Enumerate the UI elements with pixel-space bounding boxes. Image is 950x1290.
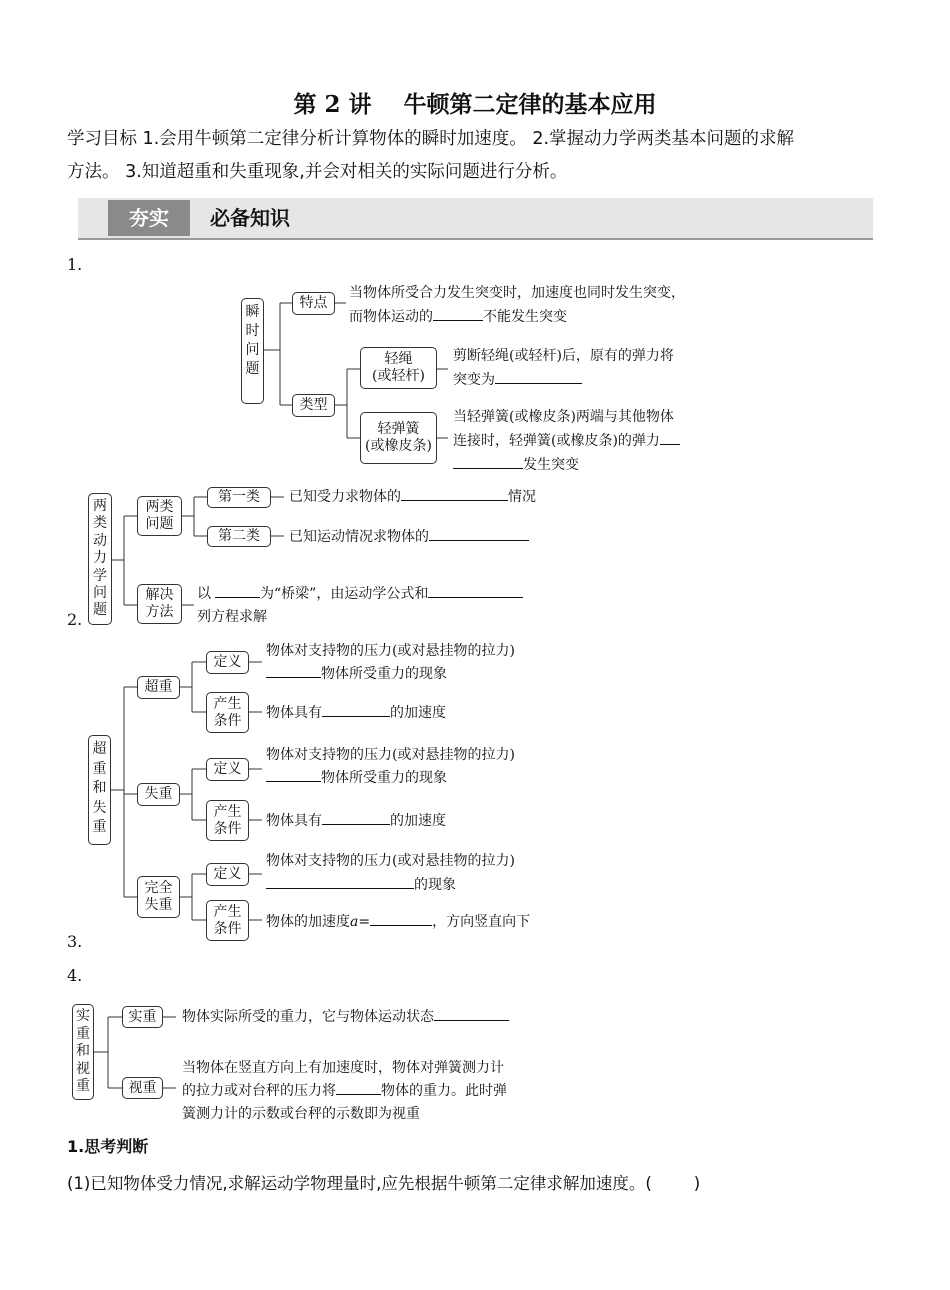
feature-text-2: 而物体运动的 不能发生突变	[349, 305, 567, 329]
first-type-text: 已知受力求物体的 情况	[289, 485, 536, 509]
spring-text-2: 连接时，轻弹簧(或橡皮条)的弹力	[453, 429, 680, 453]
node-type: 类型	[292, 394, 335, 417]
over-def-text-1: 物体对支持物的压力(或对悬挂物的拉力)	[266, 643, 515, 659]
spring-text-3: 发生突变	[453, 453, 579, 477]
feature-text-1: 当物体所受合力发生突变时，加速度也同时发生突变，	[349, 285, 685, 301]
under-def-text-1: 物体对支持物的压力(或对悬挂物的拉力)	[266, 747, 515, 763]
node-light-spring: 轻弹簧 (或橡皮条)	[360, 412, 437, 464]
node-instant-problem: 瞬 时 问 题	[241, 298, 264, 404]
method-text-1: 以 为“桥梁”，由运动学公式和	[197, 582, 523, 606]
node-full-condition: 产生 条件	[206, 900, 249, 941]
goal-line-1: 学习目标 1.会用牛顿第二定律分析计算物体的瞬时加速度。 2.掌握动力学两类基本问题的求解	[67, 129, 795, 149]
banner-tab: 夯实	[108, 200, 190, 236]
node-under-condition: 产生 条件	[206, 800, 249, 841]
second-type-text: 已知运动情况求物体的	[289, 525, 529, 549]
section-number-2: 2.	[67, 610, 83, 629]
node-full-weightless: 完全 失重	[137, 876, 180, 918]
node-real-weight: 实重	[122, 1006, 163, 1028]
over-def-text-2: 物体所受重力的现象	[266, 662, 447, 686]
node-overweight-weightless: 超 重 和 失 重	[88, 735, 111, 845]
node-two-types: 两类 问题	[137, 496, 182, 536]
apparent-text-2: 的拉力或对台秤的压力将 物体的重力。此时弹	[182, 1079, 507, 1103]
node-apparent-weight: 视重	[122, 1077, 163, 1099]
rope-text-2: 突变为	[453, 368, 582, 392]
real-weight-text: 物体实际所受的重力，它与物体运动状态	[182, 1005, 509, 1029]
node-underweight: 失重	[137, 783, 180, 806]
under-cond-text: 物体具有 的加速度	[266, 809, 446, 833]
apparent-text-3: 簧测力计的示数或台秤的示数即为视重	[182, 1106, 420, 1122]
node-real-apparent-weight: 实 重 和 视 重	[72, 1004, 94, 1100]
node-second-type: 第二类	[207, 526, 271, 547]
node-two-dynamics-problems: 两 类 动 力 学 问 题	[88, 493, 112, 625]
node-method: 解决 方法	[137, 584, 182, 624]
node-light-rope: 轻绳 (或轻杆)	[360, 347, 437, 389]
node-feature: 特点	[292, 292, 335, 315]
node-over-definition: 定义	[206, 651, 249, 674]
rope-text-1: 剪断轻绳(或轻杆)后，原有的弹力将	[453, 348, 674, 364]
apparent-text-1: 当物体在竖直方向上有加速度时，物体对弹簧测力计	[182, 1060, 504, 1076]
goal-line-2: 方法。 3.知道超重和失重现象,并会对相关的实际问题进行分析。	[67, 162, 568, 182]
node-overweight: 超重	[137, 676, 180, 699]
page-title: 第 2 讲 牛顿第二定律的基本应用	[293, 91, 657, 118]
node-over-condition: 产生 条件	[206, 692, 249, 733]
node-first-type: 第一类	[207, 487, 271, 508]
full-def-text-2: 的现象	[266, 873, 456, 897]
node-full-definition: 定义	[206, 863, 249, 886]
banner-heading: 必备知识	[210, 206, 290, 230]
spring-text-1: 当轻弹簧(或橡皮条)两端与其他物体	[453, 409, 674, 425]
method-text-2: 列方程求解	[197, 609, 267, 625]
question-1: (1)已知物体受力情况,求解运动学物理量时,应先根据牛顿第二定律求解加速度。( )	[67, 1174, 701, 1193]
node-under-definition: 定义	[206, 758, 249, 781]
section-number-1: 1.	[67, 255, 83, 274]
full-cond-text: 物体的加速度a= ，方向竖直向下	[266, 910, 530, 934]
over-cond-text: 物体具有 的加速度	[266, 701, 446, 725]
think-heading: 1.思考判断	[67, 1137, 149, 1156]
section-number-3: 3.	[67, 932, 83, 951]
section-number-4: 4.	[67, 966, 83, 985]
under-def-text-2: 物体所受重力的现象	[266, 766, 447, 790]
full-def-text-1: 物体对支持物的压力(或对悬挂物的拉力)	[266, 853, 515, 869]
